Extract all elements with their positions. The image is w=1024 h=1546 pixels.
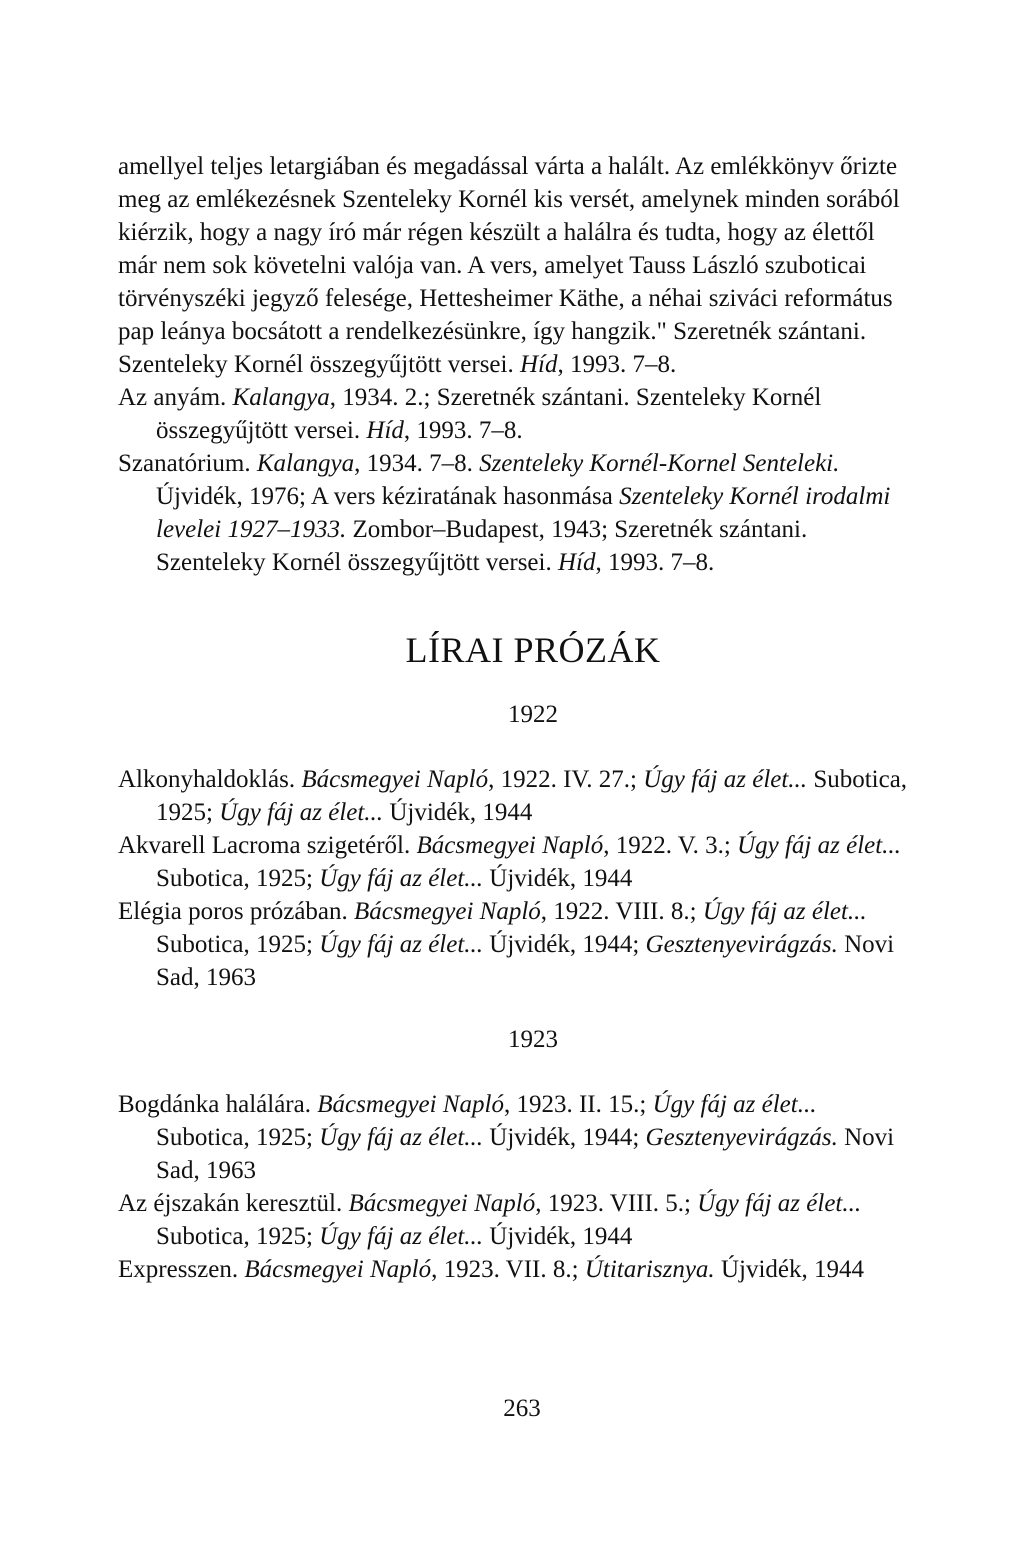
paragraph-text-end: , 1993. 7–8. [557, 351, 677, 378]
bib-entry: Az éjszakán keresztül. Bácsmegyei Napló, 1923. VIII. 5.; Úgy fáj az élet... Subotica, 1925; Úgy fáj az élet... Újvidék, 1944 [118, 1190, 862, 1250]
page-body [118, 150, 908, 1286]
year-heading-1923: 1923 [508, 1026, 558, 1053]
paragraph-text: amellyel teljes letargiában és megadással várta a halált. Az emlékkönyv őrizte meg az emlékezésnek Szenteleky Kornél kis versét, amelynek minden sorából kiérzik, hogy a nagy író már régen készült a halálra és tudta, hogy az élettől már nem sok követelni valója van. A vers, amelyet Tauss László szuboticai törvényszéki jegyző felesége, Hettesheimer Käthe, a néhai sziváci református pap leánya bocsátott a rendelkezésünkre, így hangzik." Szeretnék szántani. Szenteleky Kornél összegyűjtött versei. [118, 153, 900, 378]
paragraph-italic: Híd [519, 351, 558, 378]
year-heading-1922: 1922 [508, 701, 558, 728]
bib-entry: Alkonyhaldoklás. Bácsmegyei Napló, 1922. IV. 27.; Úgy fáj az élet... Subotica, 1925; Úgy fáj az élet... Újvidék, 1944 [118, 766, 908, 826]
section-title: LÍRAI PRÓZÁK [405, 630, 661, 670]
continuation-paragraph [118, 150, 908, 381]
bib-entry: Expresszen. Bácsmegyei Napló, 1923. VII. 8.; Útitarisznya. Újvidék, 1944 [118, 1256, 864, 1283]
bib-entry-anyam: Az anyám. Kalangya, 1934. 2.; Szeretnék szántani. Szenteleky Kornél összegyűjtött versei. Híd, 1993. 7–8. [118, 384, 822, 444]
bib-entry: Akvarell Lacroma szigetéről. Bácsmegyei Napló, 1922. V. 3.; Úgy fáj az élet... Subotica, 1925; Úgy fáj az élet... Újvidék, 1944 [118, 832, 901, 892]
page-number: 263 [503, 1395, 541, 1422]
bib-entry: Bogdánka halálára. Bácsmegyei Napló, 1923. II. 15.; Úgy fáj az élet... Subotica, 1925; Úgy fáj az élet... Újvidék, 1944; Gesztenyevirágzás. Novi Sad, 1963 [118, 1091, 895, 1184]
bib-entry-szanatorium: Szanatórium. Kalangya, 1934. 7–8. Szenteleky Kornél-Kornel Senteleki. Újvidék, 1976; A vers kéziratának hasonmása Szenteleky Kornél irodalmi levelei 1927–1933. Zombor–Budapest, 1943; Szeretnék szántani. Szenteleky Kornél összegyűjtött versei. Híd, 1993. 7–8. [118, 450, 891, 576]
bib-entry: Elégia poros prózában. Bácsmegyei Napló, 1922. VIII. 8.; Úgy fáj az élet... Subotica, 1925; Úgy fáj az élet... Újvidék, 1944; Gesztenyevirágzás. Novi Sad, 1963 [118, 898, 895, 991]
